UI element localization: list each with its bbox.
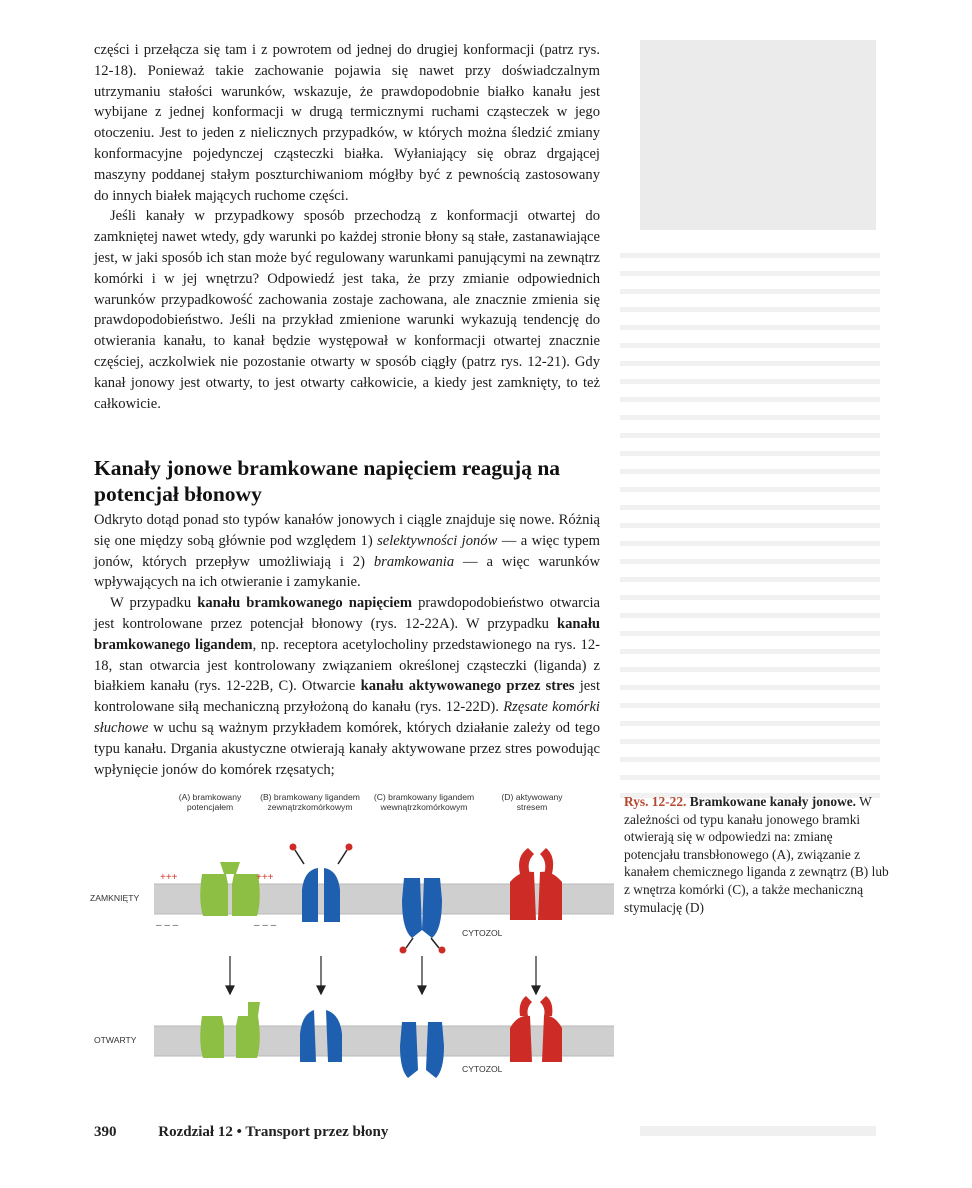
paragraph-selectivity: Odkryto dotąd ponad sto typów kanałów jonowych i ciągle znajduje się nowe. Różnią się one między sobą głównie pod względem 1) selektywności jonów — a więc typem jonów, których przepływ umożliwiają i 2) bramkowania — a więc warunków wpływających na ich otwieranie i zamykanie. <box>94 512 600 591</box>
footer-separator: • <box>236 1124 242 1140</box>
plus-signs-right: +++ <box>256 872 274 883</box>
minus-signs-right: – – – <box>254 920 277 931</box>
page-number: 390 <box>94 1124 117 1140</box>
figure-gated-channels <box>90 790 614 1090</box>
figure-caption-text: W zależności od typu kanału jonowego bramki otwierają się w odpowiedzi na: zmianę potencjału transbłonowego (A), związanie z kanałem chemicznego liganda z zewnątrz (B) lub z wnętrza komórki (C), a także mechaniczną stymulację (D) <box>624 794 889 915</box>
state-closed-label: ZAMKNIĘTY <box>90 893 140 903</box>
figure-caption <box>624 793 889 916</box>
show-through-lines <box>620 240 880 800</box>
show-through-footer <box>640 1126 876 1136</box>
transition-arrows <box>226 956 540 994</box>
cytosol-label-open: CYTOZOL <box>462 1064 503 1074</box>
cytosol-label-closed: CYTOZOL <box>462 928 503 938</box>
paragraph: Jeśli kanały w przypadkowy sposób przechodzą z konformacji otwartej do zamkniętej nawet wtedy, gdy warunki po każdej stronie błony są stałe, zastanawiające jest, w jaki sposób ich stan może być regulowany warunkami panującymi na zewnątrz komórki i w jej wnętrzu? Odpowiedź jest taka, że przy zmianie odpowiednich warunków przypadkowość zachowania zostaje zachowana, ale znacznie zmienia się prawdopodobieństwo. Jeśli na przykład zmienione warunki wykazują tendencję do otwierania kanału, to kanał będzie występował w konformacji otwartej znacznie częściej, aczkolwiek nie pozostanie otwarty w sposób ciągły (patrz rys. 12-21). Gdy kanał jonowy jest otwarty, to jest otwarty całkowicie, a kiedy jest zamknięty, to też całkowicie. <box>94 208 600 412</box>
section-heading: Kanały jonowe bramkowane napięciem reagują na potencjał błonowy <box>94 456 561 506</box>
figure-label-d: (D) aktywowany stresem <box>501 792 563 812</box>
body-text <box>94 40 600 414</box>
show-through-block <box>640 40 876 230</box>
channels-diagram <box>90 790 614 1090</box>
figure-label-a: (A) bramkowany potencjałem <box>178 792 242 812</box>
chapter-title: Transport przez błony <box>245 1124 389 1140</box>
page-footer <box>94 1124 388 1141</box>
paragraph-gating-types: W przypadku kanału bramkowanego napięciem prawdopodobieństwo otwarcia jest kontrolowane przez potencjał błonowy (rys. 12-22A). W przypadku kanału bramkowanego ligandem, np. receptora acetylocholiny przedstawionego na rys. 12-18, stan otwarcia jest kontrolowany związaniem określonej cząsteczki (liganda) z białkiem kanału (rys. 12-22B, C). Otwarcie kanału aktywowanego przez stres jest kontrolowane siłą mechaniczną przyłożoną do kanału (rys. 12-22D). Rzęsate komórki słuchowe w uchu są ważnym przykładem komórek, których działanie zależy od tego typu kanału. Drgania akustyczne otwierają kanały aktywowane przez stres powodując wpłynięcie jonów do komórek rzęsatych; <box>94 595 601 778</box>
section-body <box>94 510 600 780</box>
figure-number: Rys. 12-22. <box>624 794 687 809</box>
state-open-label: OTWARTY <box>94 1035 137 1045</box>
figure-label-b: (B) bramkowany ligandem zewnątrzkomórkowym <box>260 792 360 812</box>
figure-title: Bramkowane kanały jonowe. <box>689 794 857 809</box>
ligand-b-closed <box>290 844 353 865</box>
ligand-c-closed <box>400 938 446 954</box>
chapter-label: Rozdział 12 <box>158 1124 233 1140</box>
minus-signs-left: – – – <box>156 920 179 931</box>
plus-signs-left: +++ <box>160 872 178 883</box>
paragraph: części i przełącza się tam i z powrotem od jednej do drugiej konformacji (patrz rys. 12-18). Ponieważ takie zachowanie pojawia się nawet przy doświadczalnym utrzymaniu stałości warunków, wskazuje, że prawdopodobnie białko kanału jest wybijane z jednej konformacji w drugą termicznymi ruchami cząsteczek w jego otoczeniu. Jest to jeden z nielicznych przypadków, w których można śledzić zmiany konformacyjne pojedynczej cząsteczki białka. Wyłaniający się obraz drgającej maszyny poddanej stałym poszturchiwaniom mógłby być z pewnością zastosowany do innych białek mających ruchome części. <box>94 42 600 204</box>
figure-label-c: (C) bramkowany ligandem wewnątrzkomórkowym <box>373 792 475 812</box>
